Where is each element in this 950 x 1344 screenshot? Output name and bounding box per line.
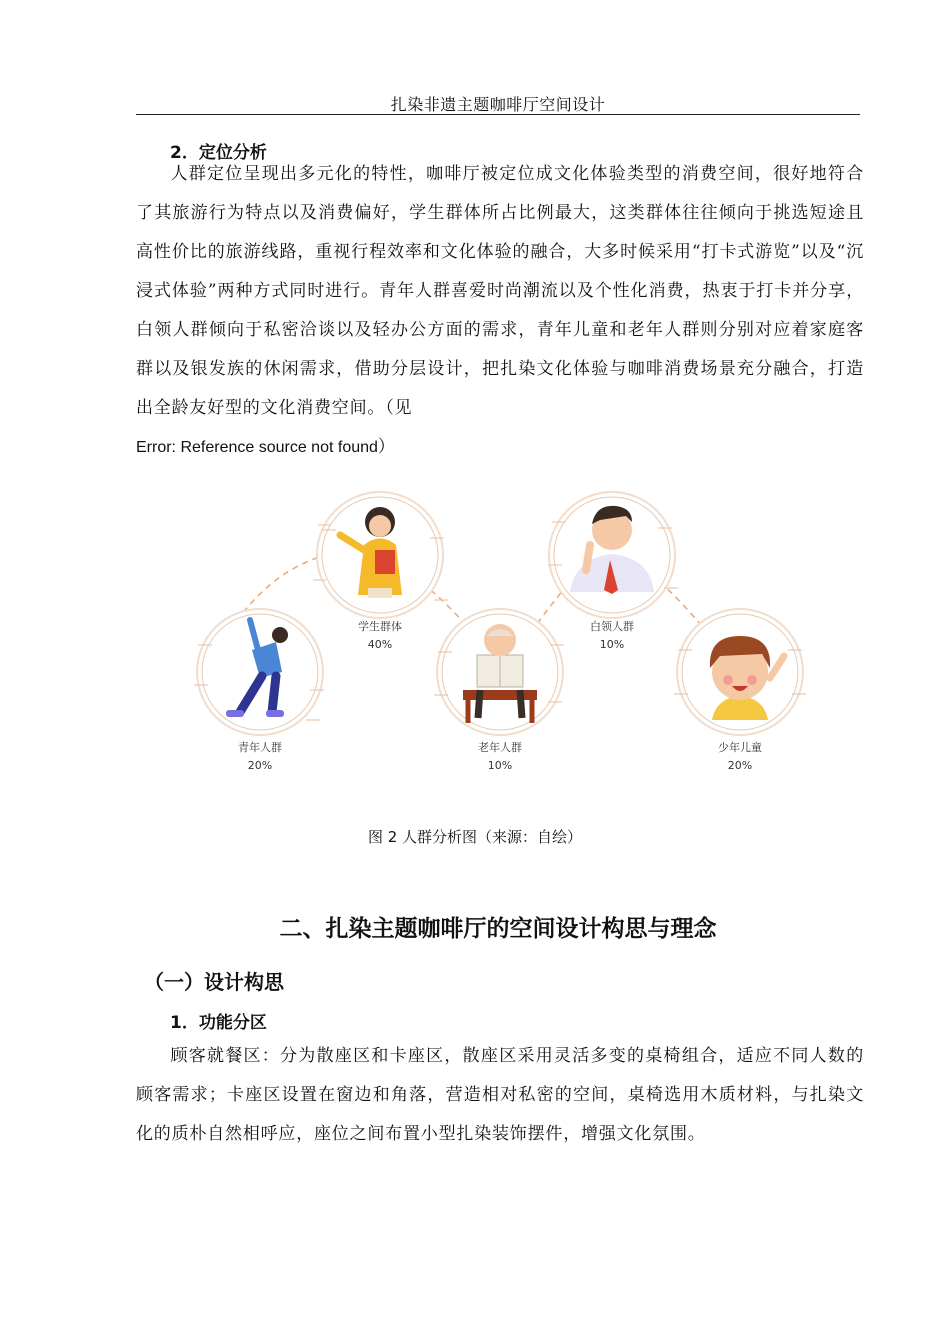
figure-caption: 图 2 人群分析图（来源：自绘） bbox=[367, 828, 583, 846]
heading-positioning-analysis: 2．定位分析 bbox=[170, 143, 267, 163]
crowd-figure-svg bbox=[180, 480, 820, 790]
zoning-paragraph-text: 顾客就餐区：分为散座区和卡座区，散座区采用灵活多变的桌椅组合，适应不同人数的顾客需求；卡座区设置在窗边和角落，营造相对私密的空间，桌椅选用木质材料，与扎染文化的质朴自然相呼应，座位之间布置小型扎染装饰摆件，增强文化氛围。 bbox=[136, 1046, 864, 1144]
circle-student bbox=[313, 492, 448, 618]
label-white-collar-name: 白领人群 bbox=[590, 620, 634, 633]
section-title: （一）设计构思 bbox=[144, 970, 284, 994]
zoning-paragraph bbox=[136, 1037, 864, 1154]
circle-youth bbox=[194, 609, 324, 735]
label-youth-name: 青年人群 bbox=[238, 741, 282, 754]
header-rule bbox=[136, 114, 860, 115]
label-student-pct: 40% bbox=[367, 638, 393, 651]
label-youth-pct: 20% bbox=[247, 759, 273, 772]
page-header: 扎染非遗主题咖啡厅空间设计 bbox=[390, 95, 606, 114]
heading-functional-zoning: 1．功能分区 bbox=[170, 1013, 267, 1033]
circle-elderly bbox=[434, 609, 564, 735]
label-child-pct: 20% bbox=[727, 759, 753, 772]
positioning-paragraph bbox=[136, 155, 864, 467]
circle-white-collar bbox=[548, 492, 678, 618]
chapter-title: 二、扎染主题咖啡厅的空间设计构思与理念 bbox=[279, 916, 717, 942]
label-student-name: 学生群体 bbox=[358, 620, 402, 633]
label-elderly-pct: 10% bbox=[487, 759, 513, 772]
reference-close: ） bbox=[377, 437, 396, 457]
circle-child bbox=[674, 609, 806, 735]
label-elderly-name: 老年人群 bbox=[478, 741, 522, 754]
label-white-collar-pct: 10% bbox=[599, 638, 625, 651]
positioning-paragraph-text: 人群定位呈现出多元化的特性，咖啡厅被定位成文化体验类型的消费空间，很好地符合了其旅游行为特点以及消费偏好，学生群体所占比例最大，这类群体往往倾向于挑选短途且高性价比的旅游线路，重视行程效率和文化体验的融合，大多时候采用“打卡式游览”以及“沉浸式体验”两种方式同时进行。青年人群喜爱时尚潮流以及个性化消费，热衷于打卡并分享，白领人群倾向于私密洽谈以及轻办公方面的需求，青年儿童和老年人群则分别对应着家庭客群以及银发族的休闲需求，借助分层设计，把扎染文化体验与咖啡消费场景充分融合，打造出全龄友好型的文化消费空间。（见 bbox=[136, 164, 864, 418]
reference-error-text: Error: Reference source not found bbox=[136, 439, 378, 456]
label-child-name: 少年儿童 bbox=[718, 741, 762, 754]
crowd-analysis-figure bbox=[180, 480, 820, 790]
